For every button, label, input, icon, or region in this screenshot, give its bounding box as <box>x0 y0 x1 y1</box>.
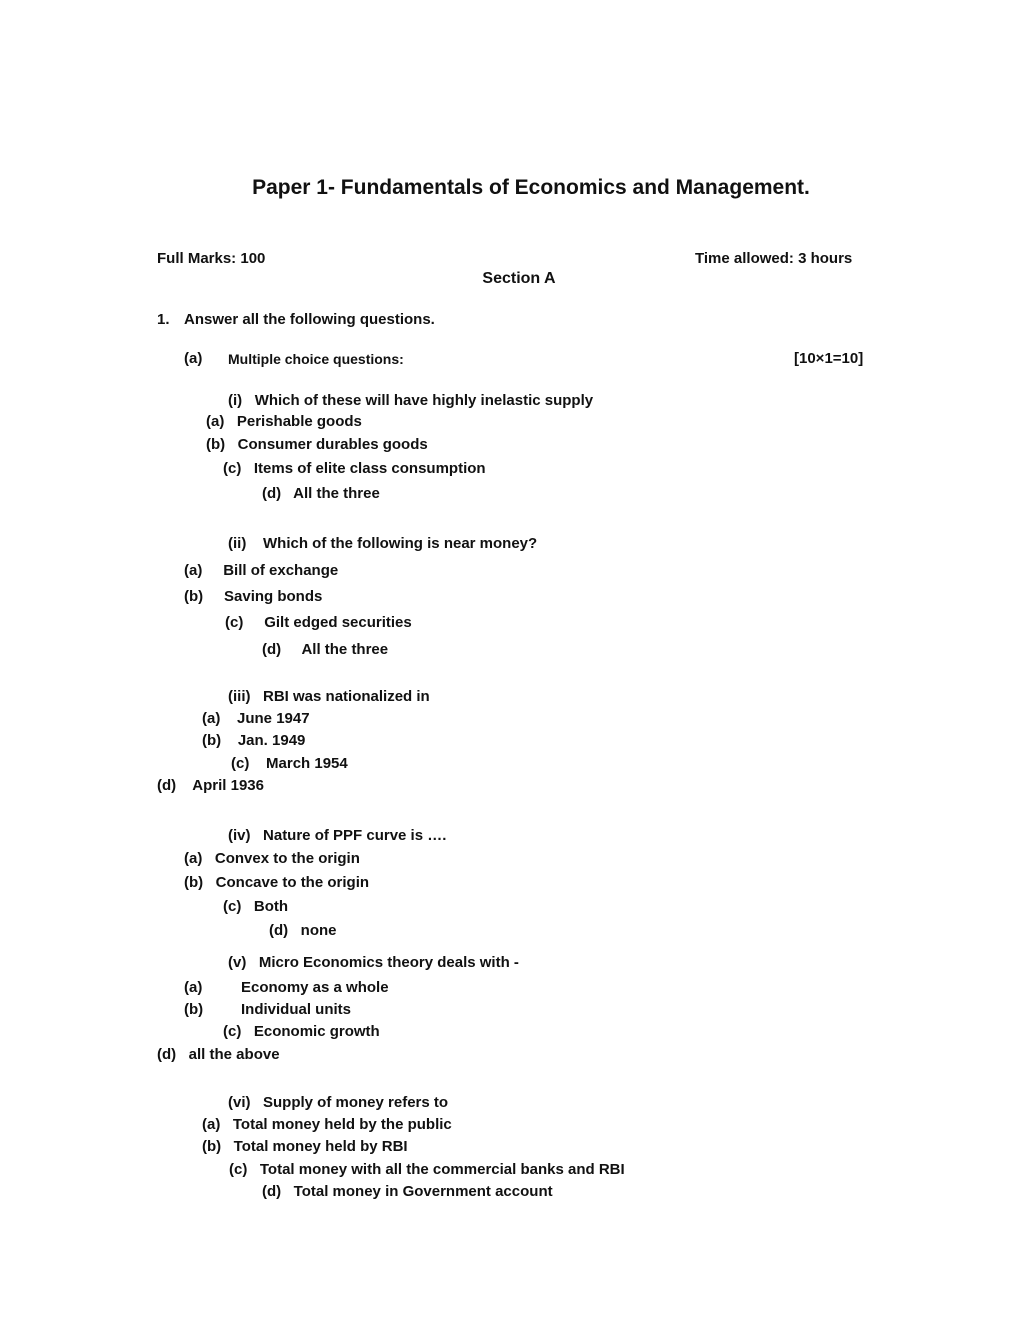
option-label: (c) <box>229 1161 248 1178</box>
option-label: (b) <box>184 588 204 605</box>
option-text: Convex to the origin <box>214 850 360 867</box>
part-a-text: Multiple choice questions: <box>228 351 404 367</box>
option-label: (b) <box>202 732 222 749</box>
option-text: All the three <box>301 641 389 658</box>
option <box>206 413 362 431</box>
question-number <box>228 535 537 553</box>
option-text: all the above <box>188 1046 280 1063</box>
part-a-label: (a) <box>184 350 203 367</box>
question-number <box>228 827 446 845</box>
question-text: Which of the following is near money? <box>263 535 538 552</box>
question-1-number: 1. <box>157 311 170 328</box>
option <box>262 485 380 503</box>
question-num: (iii) <box>228 688 251 705</box>
option-text: Both <box>253 898 289 915</box>
option-text: March 1954 <box>266 755 348 772</box>
option-text: Concave to the origin <box>215 874 370 891</box>
question-text: Supply of money refers to <box>263 1094 449 1111</box>
question-text: Nature of PPF curve is …. <box>263 827 447 844</box>
option-text: none <box>300 922 337 939</box>
option-label: (c) <box>225 614 244 631</box>
option-label: (c) <box>231 755 250 772</box>
option-label: (d) <box>262 1183 282 1200</box>
option-text: Saving bonds <box>224 588 323 605</box>
option <box>157 777 264 795</box>
option <box>157 1046 280 1064</box>
question-num: (vi) <box>228 1094 251 1111</box>
option <box>184 874 369 892</box>
option <box>262 1183 553 1201</box>
option <box>184 562 338 580</box>
question-number <box>228 688 430 706</box>
option <box>202 710 310 728</box>
option <box>262 641 388 659</box>
option-text: Total money with all the commercial banks and RBI <box>259 1161 625 1178</box>
option <box>184 979 389 997</box>
option-label: (c) <box>223 460 242 477</box>
option-text: Economy as a whole <box>241 979 389 996</box>
question-number <box>228 954 519 972</box>
option <box>206 436 428 454</box>
option-label: (a) <box>184 562 203 579</box>
option <box>202 1138 408 1156</box>
question-num: (v) <box>228 954 247 971</box>
question-text: Which of these will have highly inelastic supply <box>254 392 594 409</box>
option-text: Consumer durables goods <box>237 436 428 453</box>
option <box>184 1001 351 1019</box>
option <box>202 1116 452 1134</box>
question-text: Micro Economics theory deals with - <box>258 954 519 971</box>
option-text: Jan. 1949 <box>237 732 306 749</box>
part-a-marks: [10×1=10] <box>794 350 864 367</box>
option-label: (d) <box>262 485 282 502</box>
section-heading: Section A <box>482 270 556 287</box>
option-text: All the three <box>293 485 380 502</box>
page-title: Paper 1- Fundamentals of Economics and Management. <box>252 176 810 199</box>
option <box>202 732 305 750</box>
option <box>223 460 486 478</box>
option <box>225 614 412 632</box>
option-text: Total money in Government account <box>293 1183 553 1200</box>
option-label: (b) <box>206 436 226 453</box>
option-label: (c) <box>223 1023 242 1040</box>
time-allowed: Time allowed: 3 hours <box>695 250 853 267</box>
option-text: Gilt edged securities <box>264 614 412 631</box>
question-text: RBI was nationalized in <box>263 688 430 705</box>
option-label: (a) <box>184 850 203 867</box>
question-number <box>228 392 593 410</box>
option-text: Individual units <box>241 1001 352 1018</box>
option <box>223 1023 380 1041</box>
option-text: Bill of exchange <box>223 562 339 579</box>
question-num: (i) <box>228 392 243 409</box>
question-num: (ii) <box>228 535 247 552</box>
option-label: (a) <box>206 413 225 430</box>
option-label: (a) <box>184 979 203 996</box>
option <box>229 1161 625 1179</box>
option-label: (b) <box>184 874 204 891</box>
option-label: (d) <box>157 1046 177 1063</box>
option <box>184 588 322 606</box>
question-number <box>228 1094 448 1112</box>
question-1-text: Answer all the following questions. <box>184 311 435 328</box>
option <box>223 898 288 916</box>
option-label: (b) <box>184 1001 204 1018</box>
option-text: Economic growth <box>253 1023 380 1040</box>
option <box>184 850 360 868</box>
option-text: Total money held by the public <box>232 1116 452 1133</box>
option-text: Total money held by RBI <box>233 1138 408 1155</box>
option-text: Perishable goods <box>236 413 362 430</box>
option-label: (c) <box>223 898 242 915</box>
full-marks: Full Marks: 100 <box>157 250 266 267</box>
option-text: June 1947 <box>237 710 310 727</box>
option-label: (b) <box>202 1138 222 1155</box>
option-label: (d) <box>157 777 177 794</box>
option <box>269 922 337 940</box>
option-label: (a) <box>202 1116 221 1133</box>
option-text: April 1936 <box>192 777 264 794</box>
option <box>231 755 348 773</box>
question-num: (iv) <box>228 827 251 844</box>
option-text: Items of elite class consumption <box>253 460 486 477</box>
option-label: (d) <box>262 641 282 658</box>
option-label: (a) <box>202 710 221 727</box>
option-label: (d) <box>269 922 289 939</box>
